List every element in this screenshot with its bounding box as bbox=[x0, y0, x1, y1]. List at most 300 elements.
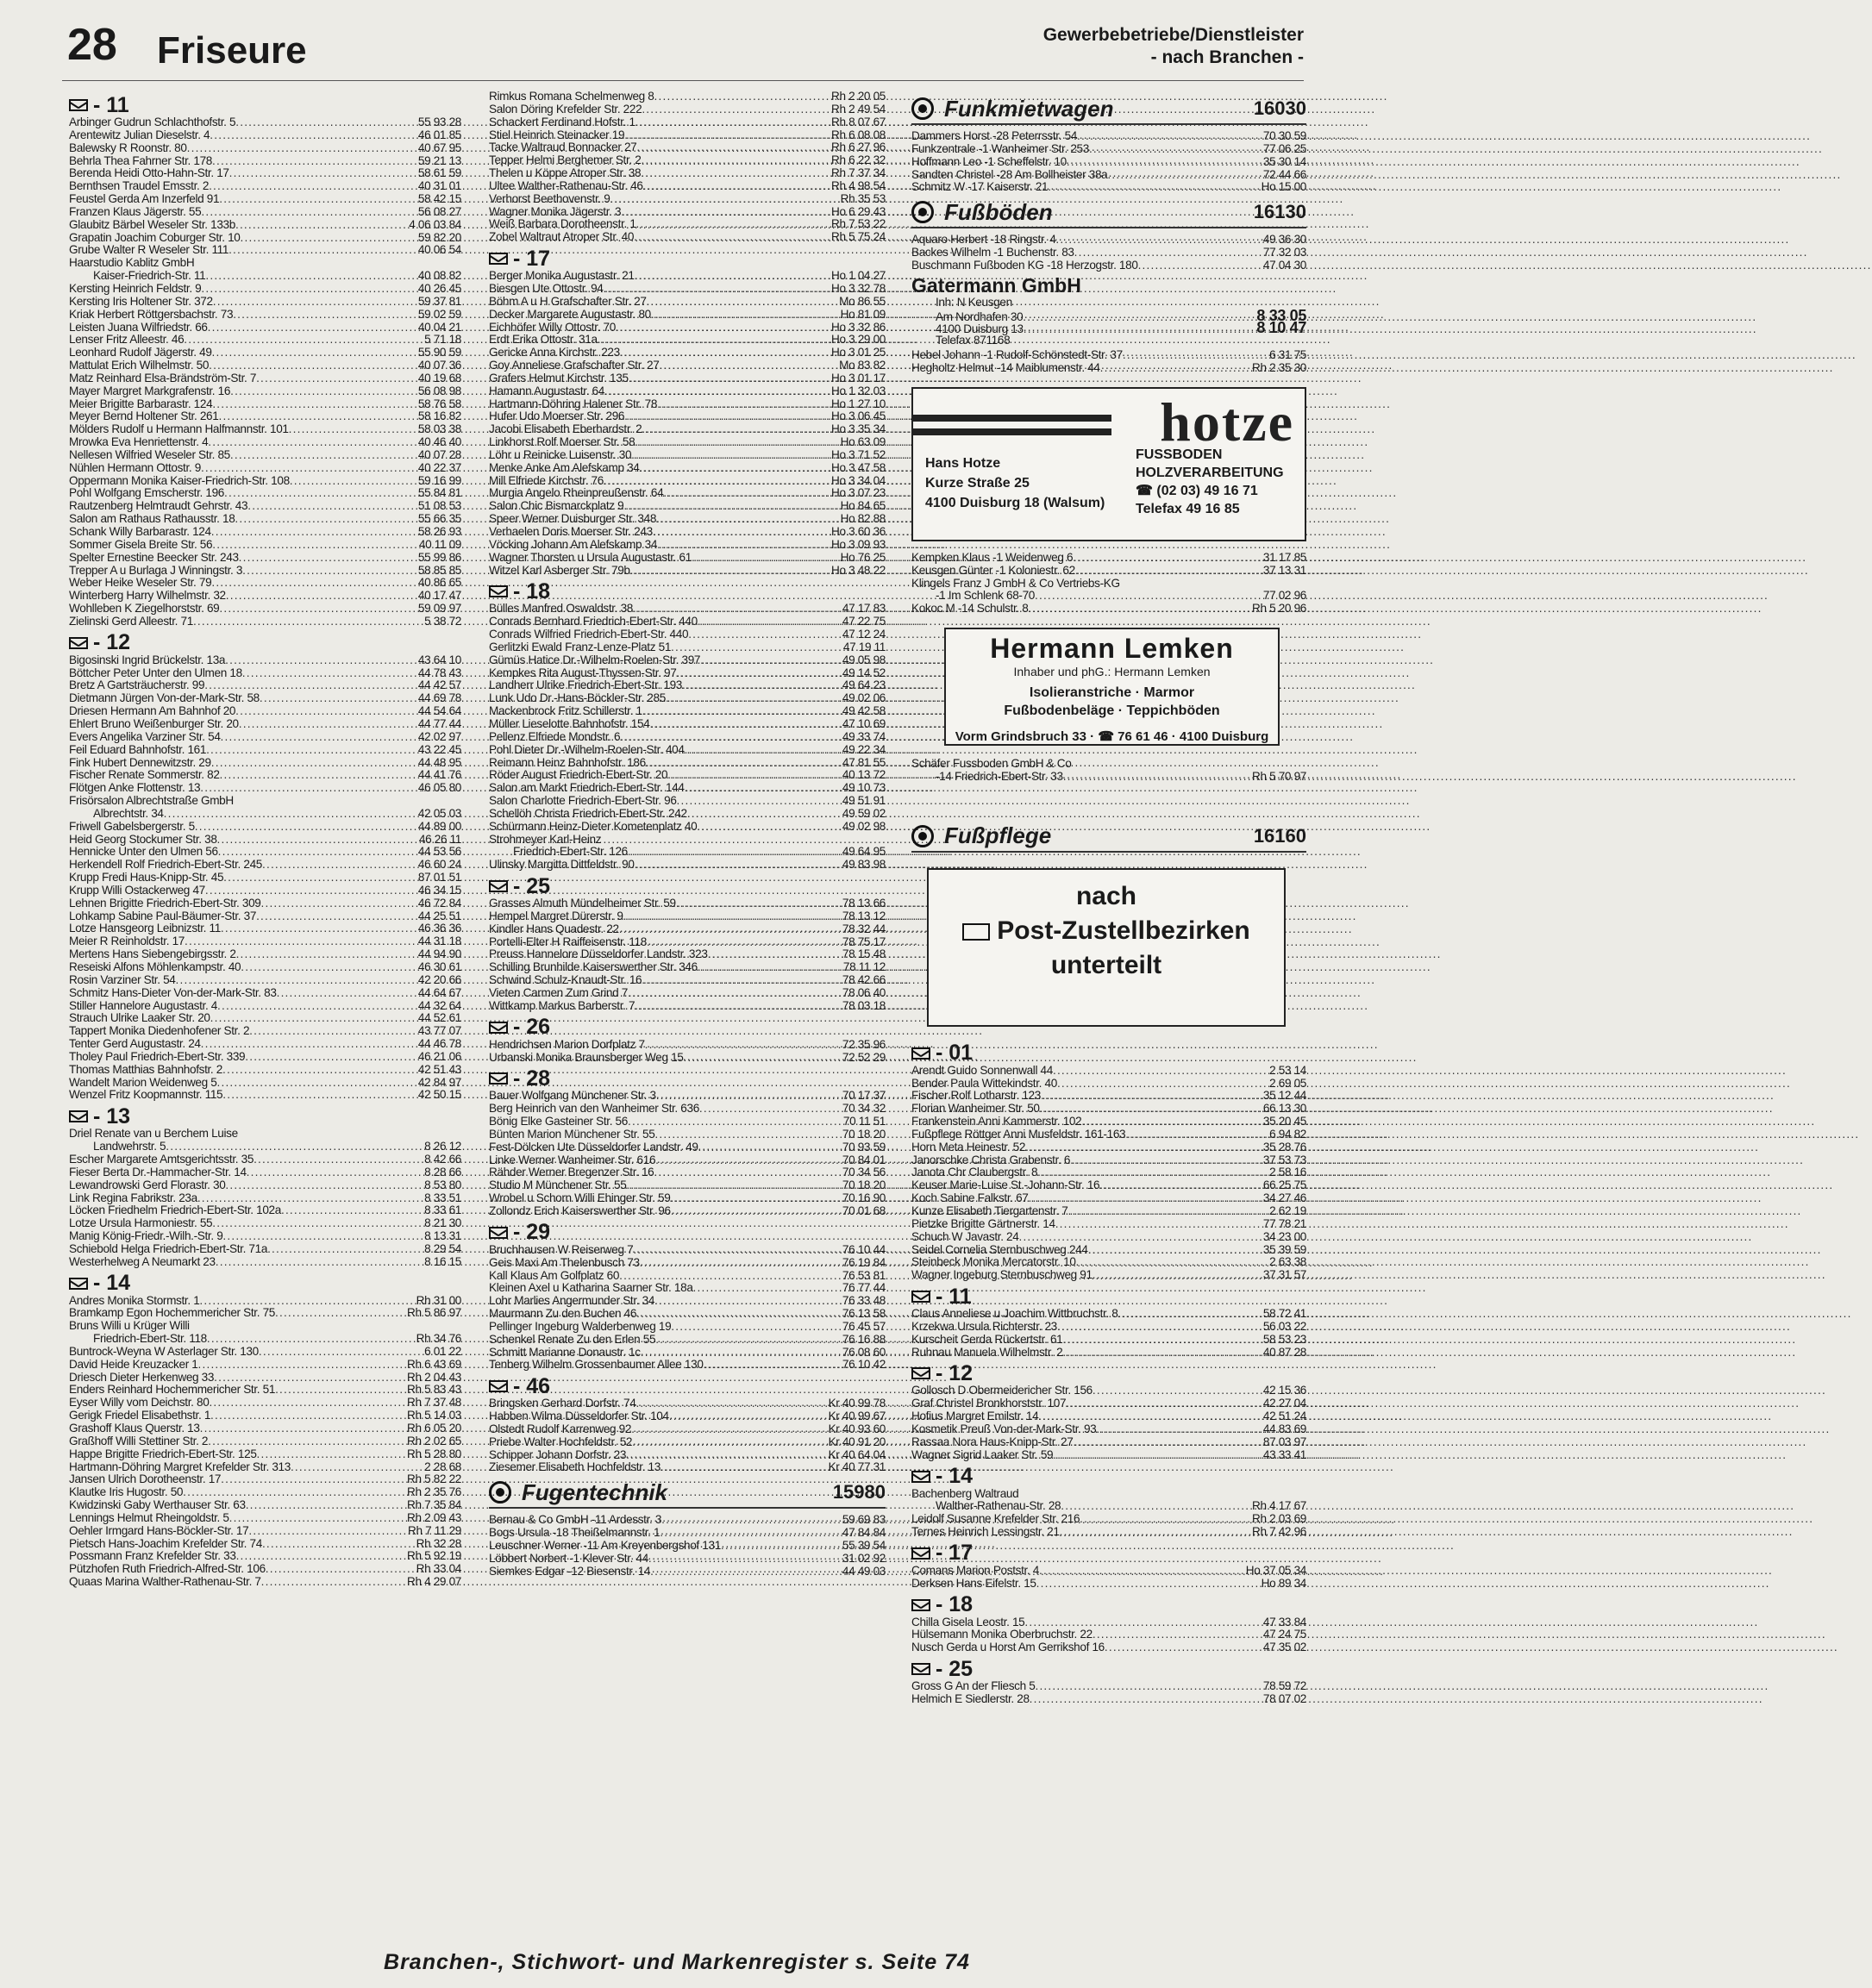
listing-row bbox=[911, 1526, 1306, 1539]
listing-row bbox=[489, 218, 886, 231]
phone-number: 66 25 75 bbox=[1262, 1178, 1306, 1192]
leader-dots bbox=[1093, 1629, 1262, 1641]
leader-dots bbox=[235, 705, 416, 718]
listing-name: Löhr u Reinicke Luisenstr. 30 bbox=[489, 447, 632, 461]
listing-name: Fußpflege Röttger Anni Musfeldstr. 161-163 bbox=[911, 1127, 1126, 1141]
listing-row bbox=[489, 961, 886, 974]
phone-number: Rh 4 98 54 bbox=[830, 178, 886, 192]
listing-name: Kurscheit Gerda Rückertstr. 61 bbox=[911, 1332, 1063, 1346]
listing-row bbox=[69, 731, 461, 744]
listing-name: Grafers Helmut Kirchstr. 135 bbox=[489, 371, 629, 384]
listing-row bbox=[489, 398, 886, 411]
ad-address bbox=[925, 453, 1105, 513]
phone-number: 59 09 97 bbox=[417, 602, 461, 616]
leader-dots bbox=[201, 206, 416, 219]
leader-dots bbox=[221, 1473, 405, 1486]
envelope-icon bbox=[911, 1663, 930, 1675]
phone-number: 58 53 23 bbox=[1262, 1332, 1306, 1346]
phone-number: 70 84 01 bbox=[842, 1153, 886, 1166]
listing-row bbox=[911, 1500, 1306, 1513]
listing-name: Schuch W Javastr. 24 bbox=[911, 1229, 1019, 1243]
listing-name: Leidolf Susanne Krefelder Str. 216 bbox=[911, 1512, 1080, 1526]
phone-number: 44 77 44 bbox=[417, 716, 461, 730]
listing-row bbox=[69, 846, 461, 859]
listing-name: Backes Wilhelm -1 Buchenstr. 83 bbox=[911, 246, 1074, 259]
leader-dots bbox=[624, 410, 830, 423]
leader-dots bbox=[195, 821, 416, 834]
listing-name: -14 Friedrich-Ebert-Str. 33 bbox=[936, 769, 1063, 783]
phone-number: 40 11 09 bbox=[418, 537, 461, 551]
leader-dots bbox=[692, 552, 839, 565]
listing-row bbox=[69, 1064, 461, 1077]
category-title: Funkmietwagen bbox=[944, 95, 1114, 122]
phone-number: 49 22 34 bbox=[842, 742, 886, 756]
listing-name: Bernau & Co GmbH -11 Ardesstr. 3 bbox=[489, 1513, 662, 1527]
listing-row bbox=[69, 718, 461, 731]
listing-name: Bünten Marion Münchener Str. 55 bbox=[489, 1127, 655, 1141]
phone-number: Ho 84 65 bbox=[840, 499, 886, 513]
leader-dots bbox=[226, 590, 416, 603]
listing-name: Weber Heike Weseler Str. 79 bbox=[69, 576, 212, 590]
lemken-advertisement bbox=[944, 628, 1280, 746]
listing-row bbox=[69, 1128, 461, 1141]
phone-number: 78 07 02 bbox=[1262, 1691, 1306, 1705]
envelope-icon bbox=[489, 253, 508, 265]
phone-number: Ho 3 60 36 bbox=[830, 525, 886, 538]
postal-district-number: - 29 bbox=[513, 1220, 551, 1245]
phone-number: 42 05 03 bbox=[417, 806, 461, 820]
leader-dots bbox=[198, 1359, 405, 1372]
phone-number: 44 48 95 bbox=[417, 755, 461, 769]
listing-row bbox=[489, 129, 886, 142]
listing-row bbox=[69, 1038, 461, 1051]
phone-number: 87 01 51 bbox=[417, 871, 461, 885]
listing-row bbox=[489, 795, 886, 808]
category-title: Fußpflege bbox=[944, 822, 1052, 849]
phone-number: 70 16 90 bbox=[842, 1191, 886, 1205]
phone-number: 2 58 16 bbox=[1269, 1166, 1306, 1179]
envelope-icon bbox=[489, 1227, 508, 1239]
phone-number: 49 59 02 bbox=[842, 806, 886, 820]
leader-dots bbox=[1118, 1308, 1262, 1321]
listing-row bbox=[69, 1243, 461, 1256]
listing-row bbox=[911, 758, 1306, 771]
phone-number: Ho 37 05 34 bbox=[1245, 1563, 1306, 1577]
listing-row bbox=[69, 795, 461, 808]
listing-row bbox=[69, 1538, 461, 1551]
phone-number: 42 50 15 bbox=[417, 1088, 461, 1102]
leader-dots bbox=[291, 1461, 423, 1474]
phone-number: 47 35 02 bbox=[1262, 1641, 1306, 1654]
listing-name: Siemkes Edgar -12 Biesenstr. 14 bbox=[489, 1564, 651, 1578]
leader-dots bbox=[236, 1550, 405, 1563]
listing-name: Gerigk Friedel Elisabethstr. 1 bbox=[69, 1409, 211, 1422]
featured-line bbox=[911, 306, 1306, 324]
listing-row bbox=[69, 1077, 461, 1090]
note-line-2 bbox=[929, 916, 1284, 946]
listing-row bbox=[69, 552, 461, 565]
listing-row bbox=[69, 257, 461, 270]
leader-dots bbox=[656, 1090, 841, 1103]
listing-row bbox=[69, 834, 461, 847]
phone-number: 46 26 11 bbox=[418, 832, 461, 846]
leader-dots bbox=[281, 1204, 423, 1217]
listing-name: Vöcking Johann Am Alefskamp 34 bbox=[489, 537, 658, 551]
leader-dots bbox=[262, 1538, 415, 1551]
leader-dots bbox=[657, 398, 830, 411]
phone-number: 40 17 47 bbox=[417, 589, 461, 603]
listing-name: Wandelt Marion Weidenweg 5 bbox=[69, 1075, 217, 1089]
listing-row bbox=[69, 410, 461, 423]
leader-dots bbox=[1088, 1244, 1262, 1257]
phone-number: Ho 81 09 bbox=[840, 307, 886, 321]
listing-name: Hartmann-Döhring Halener Str. 78 bbox=[489, 397, 658, 410]
envelope-icon bbox=[489, 585, 508, 597]
listing-name: Friwell Gabelsbergerstr. 5 bbox=[69, 819, 195, 833]
leader-dots bbox=[241, 232, 416, 245]
phone-number: 56 08 98 bbox=[417, 384, 461, 397]
phone-number: 40 08 82 bbox=[417, 269, 461, 283]
listing-name: Lunk Udo Dr.-Hans-Böckler-Str. 285 bbox=[489, 691, 666, 705]
phone-number: 31 02 92 bbox=[842, 1551, 886, 1565]
phone-number: 76 53 81 bbox=[842, 1268, 886, 1282]
listing-row bbox=[69, 1372, 461, 1385]
listing-name: Jansen Ulrich Dorotheenstr. 17 bbox=[69, 1472, 222, 1486]
listing-name: Lewandrowski Gerd Florastr. 30 bbox=[69, 1178, 226, 1191]
phone-number: 2 53 14 bbox=[1269, 1063, 1306, 1077]
listing-name: Evers Angelika Varziner Str. 54 bbox=[69, 729, 221, 743]
phone-number: 35 30 14 bbox=[1262, 154, 1306, 168]
listing-row bbox=[911, 1347, 1306, 1360]
phone-number: 4 06 03 84 bbox=[409, 217, 461, 231]
category-code: 16130 bbox=[1253, 201, 1306, 223]
phone-number: 78 42 66 bbox=[842, 973, 886, 987]
listing-row bbox=[911, 1205, 1306, 1218]
listing-row bbox=[69, 475, 461, 488]
leader-dots bbox=[209, 180, 416, 193]
phone-number: 40 07 36 bbox=[417, 359, 461, 372]
phone-number: 58 61 59 bbox=[417, 166, 461, 180]
listing-row bbox=[911, 1244, 1306, 1257]
listing-name: Decker Margarete Augustastr. 80 bbox=[489, 307, 651, 321]
listing-name: Ulinsky Margitta Dittfeldstr. 90 bbox=[489, 858, 635, 872]
listing-row bbox=[489, 283, 886, 296]
listing-name: Mrowka Eva Henriettenstr. 4 bbox=[69, 435, 209, 449]
leader-dots bbox=[275, 1384, 405, 1397]
leader-dots bbox=[256, 372, 416, 385]
leader-dots bbox=[671, 1205, 841, 1218]
phone-number: Kr 40 99 78 bbox=[828, 1397, 886, 1410]
listing-name: Chilla Gisela Leostr. 15 bbox=[911, 1615, 1025, 1629]
phone-number: 46 05 80 bbox=[417, 781, 461, 795]
leader-dots bbox=[277, 987, 416, 1000]
leader-dots bbox=[225, 654, 416, 667]
listing-name: Müller Lieselotte Bahnhofstr. 154 bbox=[489, 716, 650, 730]
postal-district-heading bbox=[911, 1658, 1306, 1680]
leader-dots bbox=[635, 859, 841, 872]
listing-name: Stiller Hannelore Augustastr. 4 bbox=[69, 998, 218, 1012]
listing-row bbox=[489, 987, 886, 1000]
phone-number: 70 01 68 bbox=[842, 1203, 886, 1217]
listing-row bbox=[69, 1397, 461, 1410]
listing-row bbox=[69, 500, 461, 513]
listing-name: Zollondz Erich Kaiserswerther Str. 96 bbox=[489, 1203, 671, 1217]
phone-number: 59 16 99 bbox=[417, 473, 461, 487]
leader-dots bbox=[211, 526, 416, 539]
leader-dots bbox=[631, 449, 830, 462]
phone-number: 46 72 84 bbox=[417, 896, 461, 910]
leader-dots bbox=[1035, 590, 1262, 603]
listing-row bbox=[69, 1550, 461, 1563]
phone-number: Ho 3 35 34 bbox=[830, 422, 886, 436]
leader-dots bbox=[214, 1372, 405, 1385]
phone-number: 58 85 85 bbox=[417, 563, 461, 577]
leader-dots bbox=[185, 935, 416, 948]
listing-row bbox=[69, 385, 461, 398]
phone-number: 70 30 59 bbox=[1262, 129, 1306, 142]
category-title: Fugentechnik bbox=[522, 1478, 668, 1505]
listing-name: Driel Renate van u Berchem Luise bbox=[69, 1127, 238, 1141]
leader-dots bbox=[222, 1089, 416, 1102]
envelope-icon bbox=[69, 1110, 88, 1122]
ad-service-line: Isolieranstriche · Marmor bbox=[1029, 685, 1195, 701]
leader-dots bbox=[257, 1448, 405, 1461]
phone-number: 2 62 19 bbox=[1269, 1204, 1306, 1217]
leader-dots bbox=[635, 1000, 841, 1013]
listing-name: Driesch Dieter Herkenweg 33 bbox=[69, 1370, 215, 1384]
leader-dots bbox=[200, 1422, 405, 1435]
leader-dots bbox=[619, 1270, 841, 1283]
listing-row bbox=[489, 334, 886, 347]
listing-name: Lennings Helmut Rheingoldstr. 5 bbox=[69, 1510, 229, 1524]
listing-name: Kwidzinski Gaby Werthauser Str. 63 bbox=[69, 1498, 246, 1512]
phone-number: 44 42 57 bbox=[417, 678, 461, 692]
leader-dots bbox=[1093, 1269, 1262, 1282]
listing-name: Rähder Werner Bregenzer Str. 16 bbox=[489, 1166, 654, 1179]
phone-number: Rh 5 70 97 bbox=[1251, 769, 1306, 783]
listing-name: Funkzentrale -1 Wanheimer Str. 253 bbox=[911, 141, 1089, 155]
listing-row bbox=[69, 692, 461, 705]
phone-number: 35 39 59 bbox=[1262, 1242, 1306, 1256]
listing-row bbox=[69, 1448, 461, 1461]
leader-dots bbox=[1107, 169, 1261, 182]
leader-dots bbox=[666, 692, 841, 705]
listing-row bbox=[911, 1436, 1306, 1449]
leader-dots bbox=[200, 782, 416, 795]
leader-dots bbox=[261, 897, 416, 910]
postal-district-heading bbox=[489, 247, 886, 270]
listing-name: Fink Hubert Dennewitzstr. 29 bbox=[69, 755, 211, 769]
listing-name: Bachenberg Waltraud bbox=[911, 1486, 1019, 1500]
phone-number: 34 23 00 bbox=[1262, 1229, 1306, 1243]
leader-dots bbox=[641, 1347, 841, 1360]
listing-name: Linke Werner Wanheimer Str. 616 bbox=[489, 1153, 656, 1166]
listing-name: Escher Margarete Amtsgerichtsstr. 35 bbox=[69, 1152, 254, 1166]
leader-dots bbox=[1073, 1436, 1261, 1449]
phone-number: 40 22 37 bbox=[417, 460, 461, 474]
listing-row bbox=[489, 462, 886, 475]
phone-number: 59 37 81 bbox=[417, 294, 461, 308]
listing-name: Schilling Brunhilde Kaiserswerther Str. 346 bbox=[489, 960, 698, 974]
phone-number: 44 46 78 bbox=[417, 1037, 461, 1051]
phone-number: 44 89 00 bbox=[417, 819, 461, 833]
listing-row bbox=[489, 1308, 886, 1321]
postal-district-heading bbox=[69, 632, 461, 654]
phone-number: 49 51 91 bbox=[842, 794, 886, 808]
listing-name: Franzen Klaus Jägerstr. 55 bbox=[69, 204, 202, 218]
listing-row bbox=[911, 1334, 1306, 1347]
listing-name: Kall Klaus Am Golfplatz 60 bbox=[489, 1268, 620, 1282]
listing-row bbox=[69, 206, 461, 219]
envelope-icon bbox=[911, 1471, 930, 1483]
listing-name: Schmitz W -17 Kaiserstr. 21 bbox=[911, 180, 1049, 194]
listing-row bbox=[69, 1473, 461, 1486]
listing-row bbox=[69, 423, 461, 436]
leader-dots bbox=[223, 872, 416, 885]
category-code: 16160 bbox=[1253, 824, 1306, 847]
leader-dots bbox=[267, 1243, 423, 1256]
listing-name: Jacobi Elisabeth Eberhardstr. 2 bbox=[489, 422, 642, 436]
ad-owner: Inhaber und phG.: Hermann Lemken bbox=[1013, 665, 1211, 679]
postal-district-number: - 17 bbox=[513, 246, 551, 271]
listing-row bbox=[489, 1052, 886, 1065]
postal-district-number: - 25 bbox=[513, 873, 551, 898]
phone-number: Mo 83 82 bbox=[839, 359, 886, 372]
leader-dots bbox=[620, 347, 830, 359]
listing-name: Meier Brigitte Barbarastr. 124 bbox=[69, 397, 213, 410]
listing-row bbox=[489, 1449, 886, 1462]
listing-name: Schmitz Hans-Dieter Von-der-Mark-Str. 83 bbox=[69, 985, 277, 999]
listing-name: Horn Meta Heinestr. 52 bbox=[911, 1140, 1026, 1153]
leader-dots bbox=[176, 974, 416, 987]
listing-name: Böhm A u H Grafschafter Str. 27 bbox=[489, 294, 647, 308]
leader-dots bbox=[1055, 234, 1261, 247]
leader-dots bbox=[206, 744, 416, 757]
phone-number: Ho 1 32 03 bbox=[830, 384, 886, 397]
listing-row bbox=[489, 948, 886, 961]
postal-district-number: - 14 bbox=[93, 1271, 131, 1296]
listing-name: Driesen Hermann Am Bahnhof 20 bbox=[69, 704, 236, 718]
leader-dots bbox=[218, 410, 416, 423]
listing-row bbox=[69, 283, 461, 296]
leader-dots bbox=[1077, 130, 1262, 143]
listing-row bbox=[69, 359, 461, 372]
listing-name: Helmich E Siedlerstr. 28 bbox=[911, 1691, 1030, 1705]
phone-number: 78 03 18 bbox=[842, 998, 886, 1012]
leader-dots bbox=[256, 910, 416, 923]
phone-number: 46 60 24 bbox=[417, 858, 461, 872]
listing-row bbox=[911, 1565, 1306, 1578]
leader-dots bbox=[208, 322, 416, 334]
phone-number: 5 71 18 bbox=[424, 333, 461, 347]
leader-dots bbox=[229, 244, 416, 257]
listing-row bbox=[69, 935, 461, 948]
listing-name: Maurmann Zu den Buchen 46 bbox=[489, 1307, 637, 1321]
category-heading bbox=[911, 94, 1306, 125]
phone-number: 8 16 15 bbox=[424, 1254, 461, 1268]
listing-row bbox=[489, 347, 886, 359]
listing-row bbox=[489, 1257, 886, 1270]
listing-row bbox=[69, 1166, 461, 1179]
postal-district-heading bbox=[489, 1222, 886, 1244]
leader-dots bbox=[624, 129, 830, 142]
ad-service-line: HOLZVERARBEITUNG bbox=[1136, 465, 1284, 480]
phone-number: 43 33 41 bbox=[1262, 1447, 1306, 1461]
phone-number: 76 45 57 bbox=[842, 1319, 886, 1333]
hotze-logo: hotze bbox=[1160, 391, 1294, 453]
listing-row bbox=[911, 590, 1306, 603]
listing-name: Walther-Rathenau-Str. 28 bbox=[936, 1499, 1061, 1513]
phone-number: 35 12 44 bbox=[1262, 1089, 1306, 1103]
listing-row bbox=[489, 167, 886, 180]
listing-row bbox=[69, 244, 461, 257]
leader-dots bbox=[239, 552, 416, 565]
leader-dots bbox=[1138, 259, 1262, 272]
listing-name: Andres Monika Stormstr. 1 bbox=[69, 1293, 200, 1307]
listing-row bbox=[69, 1179, 461, 1192]
listing-name: Verhaelen Doris Moerser Str. 243 bbox=[489, 525, 653, 538]
listing-name: Pietzke Brigitte Gärtnerstr. 14 bbox=[911, 1216, 1055, 1230]
phone-number: Ho 63 09 bbox=[840, 435, 886, 449]
leader-dots bbox=[687, 808, 841, 821]
listing-name: Schipper Johann Dorfstr. 23 bbox=[489, 1447, 627, 1461]
listing-row bbox=[911, 1397, 1306, 1410]
listing-row bbox=[911, 1116, 1306, 1128]
listing-row bbox=[911, 1410, 1306, 1423]
phone-number: 44 64 67 bbox=[417, 985, 461, 999]
category-code: 16030 bbox=[1253, 97, 1306, 119]
listing-name: Gross G An der Fliesch 5 bbox=[911, 1679, 1036, 1693]
listing-row bbox=[911, 1231, 1306, 1244]
ad-service-line: ☎ (02 03) 49 16 71 bbox=[1136, 483, 1258, 498]
ad-address-line: 4100 Duisburg 18 (Walsum) bbox=[925, 495, 1105, 510]
phone-number: 47 84 84 bbox=[842, 1526, 886, 1540]
listing-name: Kaiser-Friedrich-Str. 11 bbox=[93, 269, 206, 283]
listing-row bbox=[911, 234, 1306, 247]
listing-name: Bönig Elke Gasteiner Str. 56 bbox=[489, 1115, 628, 1128]
phone-number: 55 90 59 bbox=[417, 346, 461, 359]
category-line-1: Gewerbebetriebe/Dienstleister bbox=[1042, 25, 1304, 45]
listing-row bbox=[69, 142, 461, 155]
phone-number: 40 26 45 bbox=[417, 281, 461, 295]
phone-number: Ho 6 29 43 bbox=[830, 204, 886, 218]
listing-name: Gerlitzki Ewald Franz-Lenze-Platz 51 bbox=[489, 640, 672, 653]
listing-name: Ternes Heinrich Lessingstr. 21 bbox=[911, 1525, 1060, 1539]
listing-name: Bauer Wolfgang Münchener Str. 3 bbox=[489, 1089, 656, 1103]
phone-number: 78 06 40 bbox=[842, 986, 886, 999]
postal-district-number: - 26 bbox=[513, 1015, 551, 1040]
phone-number: 78 15 48 bbox=[842, 947, 886, 961]
directory-column-3 bbox=[911, 91, 1306, 1706]
featured-company-name: Gatermann GmbH bbox=[911, 273, 1081, 297]
listing-name: Seidel Cornelia Sternbuschweg 244 bbox=[911, 1242, 1088, 1256]
listing-name: Hennicke Unter den Ulmen 56 bbox=[69, 845, 218, 859]
listing-name: Pohl Wolfgang Emscherstr. 196 bbox=[69, 486, 225, 500]
phone-number: 42 15 36 bbox=[1262, 1384, 1306, 1397]
listing-name: Thelen u Köppe Atroper Str. 38 bbox=[489, 166, 642, 180]
leader-dots bbox=[1041, 1090, 1262, 1103]
listing-row bbox=[69, 487, 461, 500]
listing-name: Olstedt Rudolf Karrenweg 92 bbox=[489, 1422, 632, 1435]
leader-dots bbox=[239, 718, 416, 731]
listing-row bbox=[489, 1347, 886, 1360]
leader-dots bbox=[654, 91, 830, 103]
listing-row bbox=[69, 590, 461, 603]
phone-number: 66 13 30 bbox=[1262, 1102, 1306, 1116]
register-footer: Branchen-, Stichwort- und Markenregister s. Seite 74 bbox=[384, 1950, 970, 1974]
listing-row bbox=[911, 552, 1306, 565]
listing-name: Derksen Hans Eifelstr. 15 bbox=[911, 1576, 1036, 1590]
